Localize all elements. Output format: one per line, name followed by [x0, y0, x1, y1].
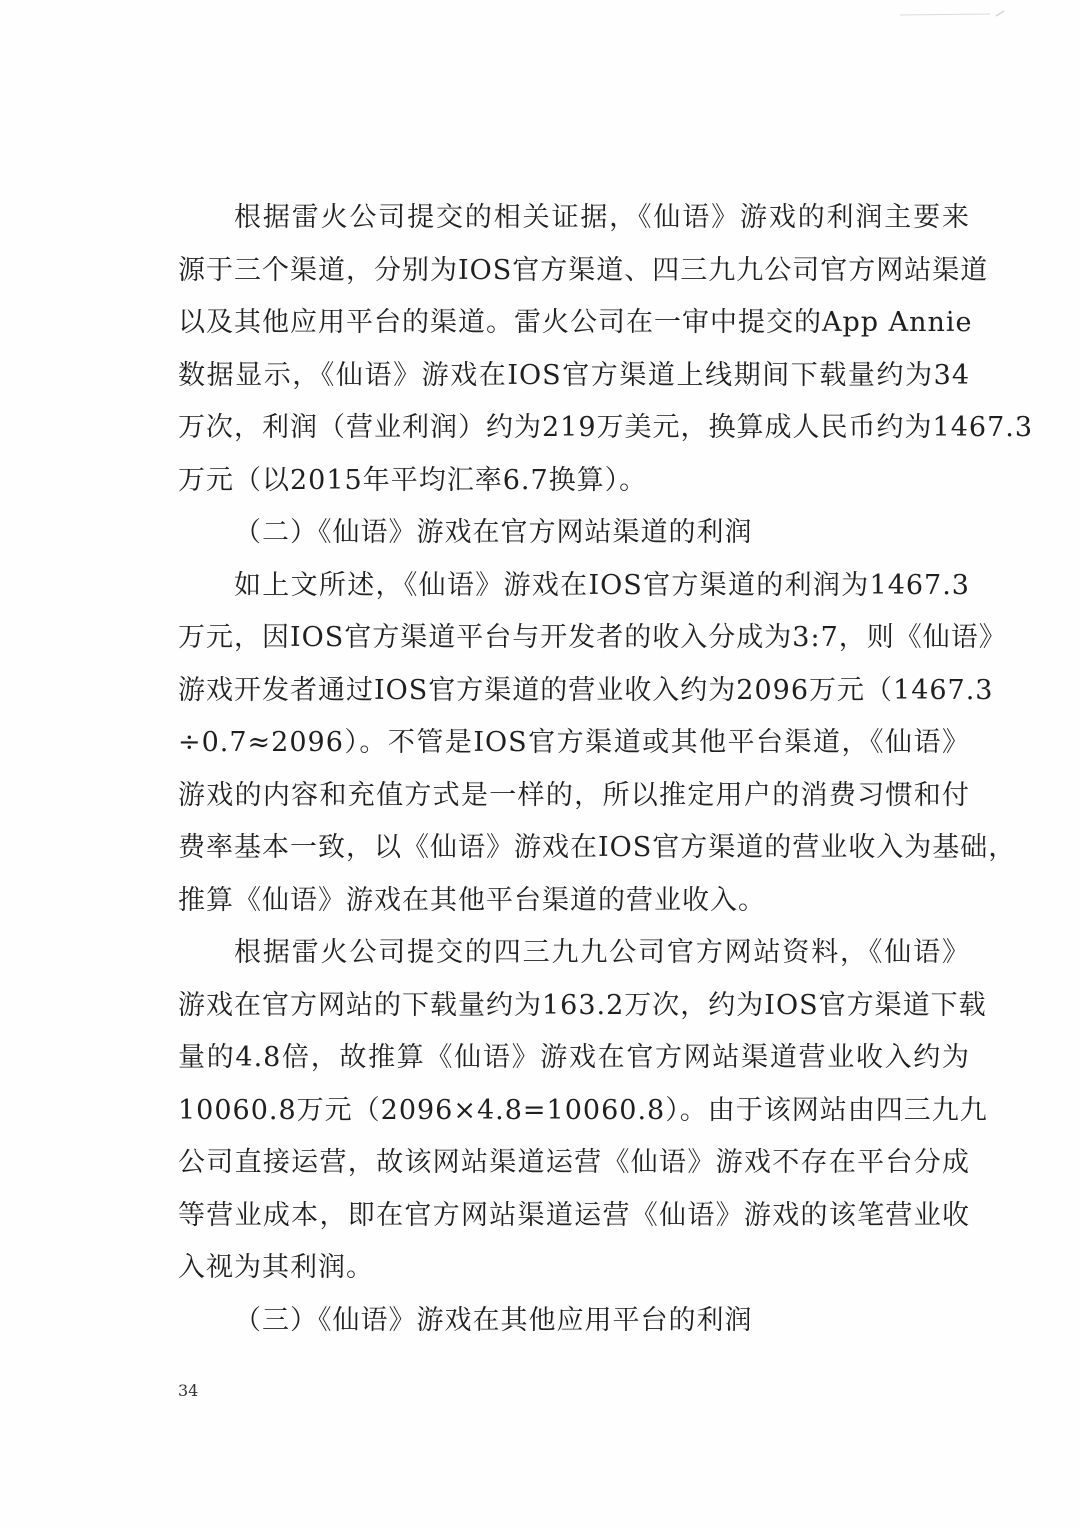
paragraph-line: 以及其他应用平台的渠道。雷火公司在一审中提交的App Annie	[178, 307, 973, 338]
paragraph-line: 源于三个渠道，分别为IOS官方渠道、四三九九公司官方网站渠道	[178, 254, 989, 286]
paragraph-line: 10060.8万元（2096×4.8=10060.8）。由于该网站由四三九九	[178, 1094, 988, 1126]
paragraph-line: 费率基本一致，以《仙语》游戏在IOS官方渠道的营业收入为基础，	[178, 832, 1017, 863]
section-heading: （三）《仙语》游戏在其他应用平台的利润	[234, 1304, 753, 1336]
paragraph-line: 根据雷火公司提交的相关证据，《仙语》游戏的利润主要来	[234, 202, 970, 233]
paragraph-line: 入视为其利润。	[178, 1252, 374, 1283]
paragraph-line: 公司直接运营，故该网站渠道运营《仙语》游戏不存在平台分成	[178, 1147, 970, 1178]
paragraph-line: 推算《仙语》游戏在其他平台渠道的营业收入。	[178, 884, 766, 916]
paragraph-line: 万次，利润（营业利润）约为219万美元，换算成人民币约为1467.3	[178, 412, 1034, 443]
paragraph-line: 如上文所述，《仙语》游戏在IOS官方渠道的利润为1467.3	[234, 569, 970, 601]
paragraph-line: ÷0.7≈2096）。不管是IOS官方渠道或其他平台渠道，《仙语》	[178, 727, 970, 758]
paragraph-line: 游戏在官方网站的下载量约为163.2万次，约为IOS官方渠道下载	[178, 989, 987, 1021]
paragraph-line: 万元，因IOS官方渠道平台与开发者的收入分成为3:7，则《仙语》	[178, 622, 1007, 653]
paragraph-line: 量的4.8倍，故推算《仙语》游戏在官方网站渠道营业收入约为	[178, 1042, 970, 1073]
paragraph-line: 游戏开发者通过IOS官方渠道的营业收入约为2096万元（1467.3	[178, 674, 994, 706]
paragraph-line: 万元（以2015年平均汇率6.7换算）。	[178, 464, 648, 496]
paragraph-line: 等营业成本，即在官方网站渠道运营《仙语》游戏的该笔营业收	[178, 1199, 970, 1231]
paragraph-line: 数据显示，《仙语》游戏在IOS官方渠道上线期间下载量约为34	[178, 359, 970, 391]
body-text	[178, 192, 1034, 1347]
scan-artifact-mark	[900, 10, 1020, 18]
page-number: 34	[178, 1381, 199, 1400]
section-heading: （二）《仙语》游戏在官方网站渠道的利润	[234, 517, 753, 548]
paragraph-line: 根据雷火公司提交的四三九九公司官方网站资料，《仙语》	[234, 937, 970, 968]
paragraph-line: 游戏的内容和充值方式是一样的，所以推定用户的消费习惯和付	[178, 779, 970, 811]
